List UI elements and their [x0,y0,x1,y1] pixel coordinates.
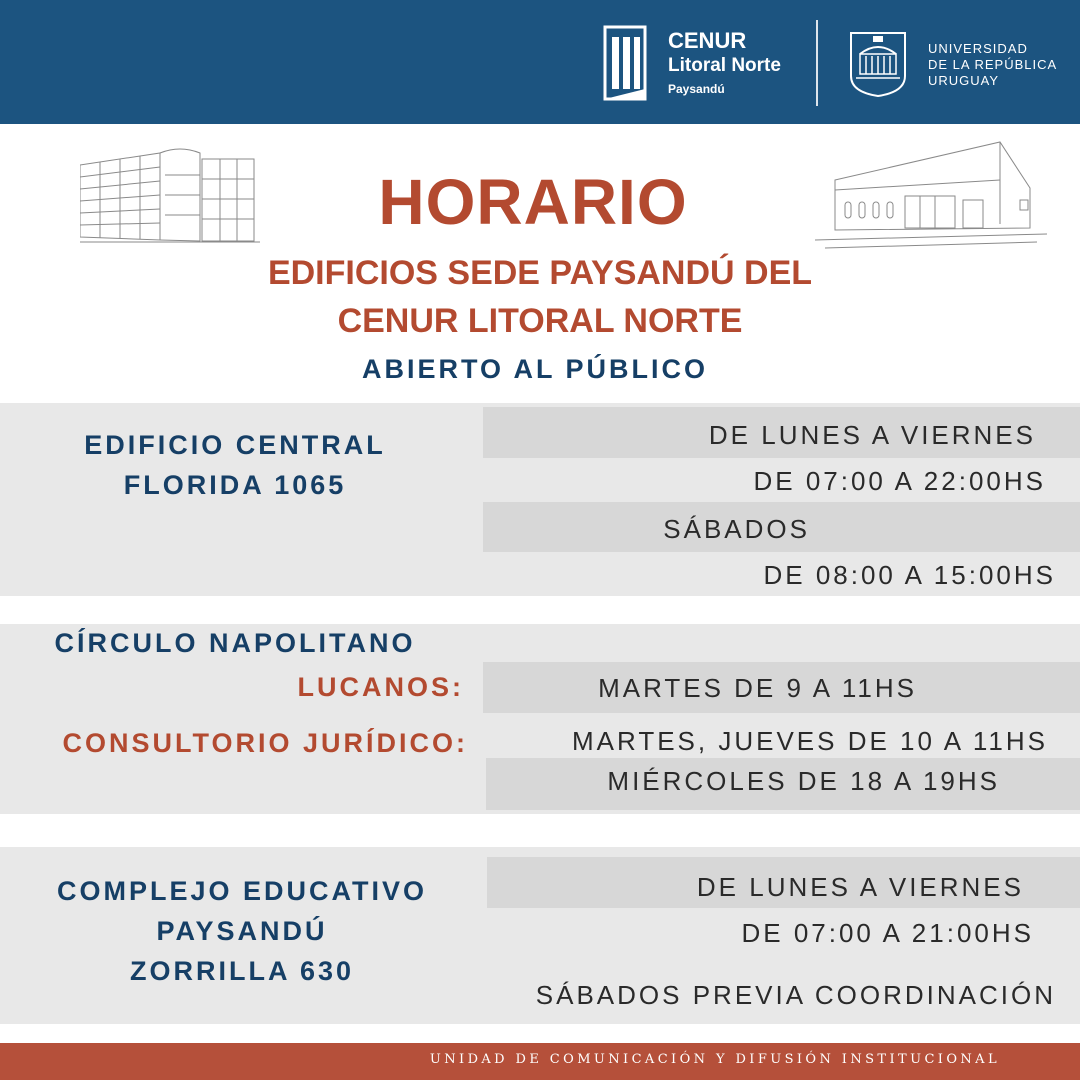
consultorio-label: CONSULTORIO JURÍDICO: [62,728,468,758]
footer-credit: UNIDAD DE COMUNICACIÓN Y DIFUSIÓN INSTITUCIONAL [429,1052,1000,1067]
central-saturday-hours: DE 08:00 A 15:00HS [763,560,1056,590]
lucanos-label: LUCANOS: [297,672,464,702]
subtitle-line1: EDIFICIOS SEDE PAYSANDÚ DEL [267,254,813,292]
university-name-line2: DE LA REPÚBLICA [928,57,1058,72]
complejo-weekdays: DE LUNES A VIERNES [696,872,1024,902]
university-seal-icon [848,30,908,98]
central-building-name: EDIFICIO CENTRAL [84,430,386,460]
cenur-logo-icon [603,25,647,101]
consultorio-hours-1: MARTES, JUEVES DE 10 A 11HS [572,726,1048,756]
logo-subtitle: Litoral Norte [668,55,781,76]
complejo-address: ZORRILLA 630 [129,956,355,986]
central-building-address: FLORIDA 1065 [123,470,347,500]
complejo-weekday-hours: DE 07:00 A 21:00HS [741,918,1034,948]
university-name-line1: UNIVERSIDAD [928,41,1028,56]
header-bar [0,0,1080,124]
complejo-city: PAYSANDÚ [156,916,328,946]
subtitle-line2: CENUR LITORAL NORTE [337,302,743,340]
header-divider [816,20,818,106]
central-weekday-hours: DE 07:00 A 22:00HS [753,466,1046,496]
consultorio-hours-2: MIÉRCOLES DE 18 A 19HS [607,766,1000,796]
logo-city: Paysandú [668,82,725,96]
central-weekdays: DE LUNES A VIERNES [708,420,1036,450]
central-saturday: SÁBADOS [663,514,810,544]
napolitano-name: CÍRCULO NAPOLITANO [54,628,416,658]
university-name-line3: URUGUAY [928,73,1000,88]
open-to-public-heading: ABIERTO AL PÚBLICO [361,354,709,384]
lucanos-hours: MARTES DE 9 A 11HS [598,673,917,703]
logo-title: CENUR [668,28,747,53]
complejo-saturday: SÁBADOS PREVIA COORDINACIÓN [535,980,1056,1010]
complejo-name: COMPLEJO EDUCATIVO [56,876,428,906]
page-title: HORARIO [378,166,688,238]
